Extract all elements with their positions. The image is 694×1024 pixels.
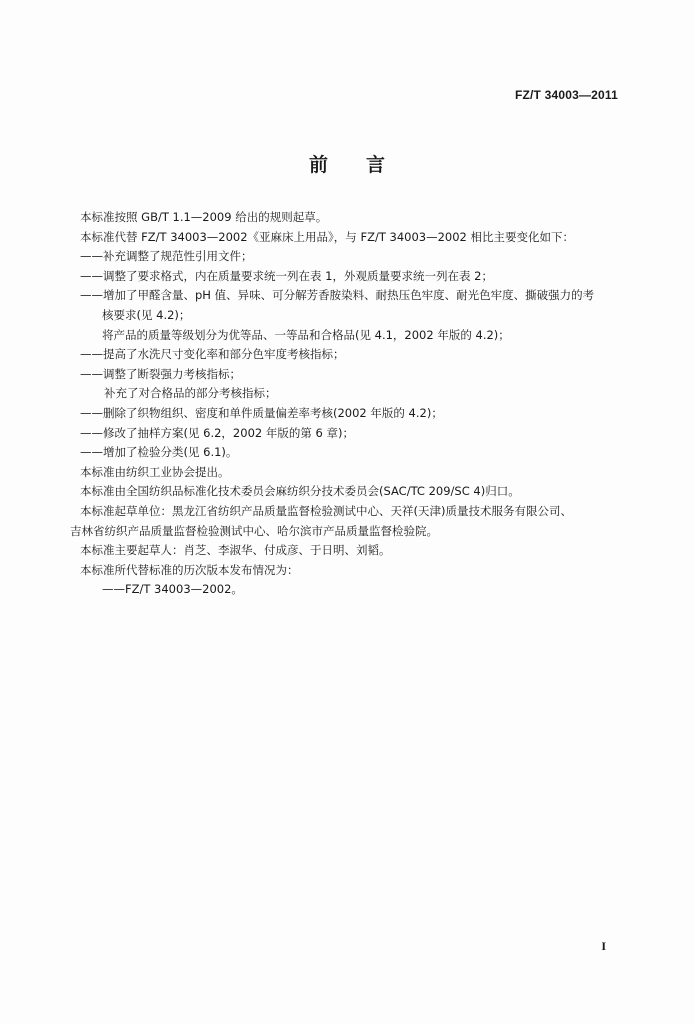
standard-code: FZ/T 34003—2011	[514, 88, 618, 102]
list-item: 补充了对合格品的部分考核指标；	[104, 386, 277, 401]
list-item: ——补充调整了规范性引用文件；	[80, 249, 253, 264]
text-line-continuation: 吉林省纺织产品质量监督检验测试中心、哈尔滨市产品质量监督检验院。	[70, 523, 438, 538]
text-line: 本标准起草单位：黑龙江省纺织产品质量监督检验测试中心、天祥(天津)质量技术服务有限公司、	[80, 503, 572, 518]
list-item: ——增加了甲醛含量、pH 值、异味、可分解芳香胺染料、耐热压色牢度、耐光色牢度、撕破强力的考	[80, 288, 595, 303]
list-item: ——提高了水洗尺寸变化率和部分色牢度考核指标；	[80, 347, 345, 362]
text-line: 本标准由纺织工业协会提出。	[80, 464, 230, 479]
foreword-body	[70, 208, 640, 600]
text-line: 本标准主要起草人：肖芝、李淑华、付成彦、于日明、刘韬。	[80, 543, 391, 558]
page-number: I	[601, 939, 606, 953]
list-item: ——调整了断裂强力考核指标；	[80, 366, 241, 381]
list-item: ——删除了织物组织、密度和单件质量偏差率考核(2002 年版的 4.2)；	[80, 405, 443, 420]
text-line: 本标准代替 FZ/T 34003—2002《亚麻床上用品》，与 FZ/T 34003—2002 相比主要变化如下：	[80, 229, 575, 244]
list-item: ——增加了检验分类(见 6.1)。	[80, 445, 238, 460]
text-line: 本标准由全国纺织品标准化技术委员会麻纺织分技术委员会(SAC/TC 209/SC 4)归口。	[80, 484, 520, 499]
list-item: ——修改了抽样方案(见 6.2，2002 年版的第 6 章)；	[80, 425, 354, 440]
list-item: 将产品的质量等级划分为优等品、一等品和合格品(见 4.1，2002 年版的 4.2)；	[102, 327, 510, 342]
list-item-continuation: 核要求(见 4.2)；	[102, 307, 191, 322]
list-item: ——FZ/T 34003—2002。	[102, 582, 243, 597]
text-line: 本标准所代替标准的历次版本发布情况为：	[80, 562, 299, 577]
page-title: 前言	[308, 154, 423, 176]
list-item: ——调整了要求格式，内在质量要求统一列在表 1，外观质量要求统一列在表 2；	[80, 268, 493, 283]
text-line: 本标准按照 GB/T 1.1—2009 给出的规则起草。	[80, 210, 328, 224]
